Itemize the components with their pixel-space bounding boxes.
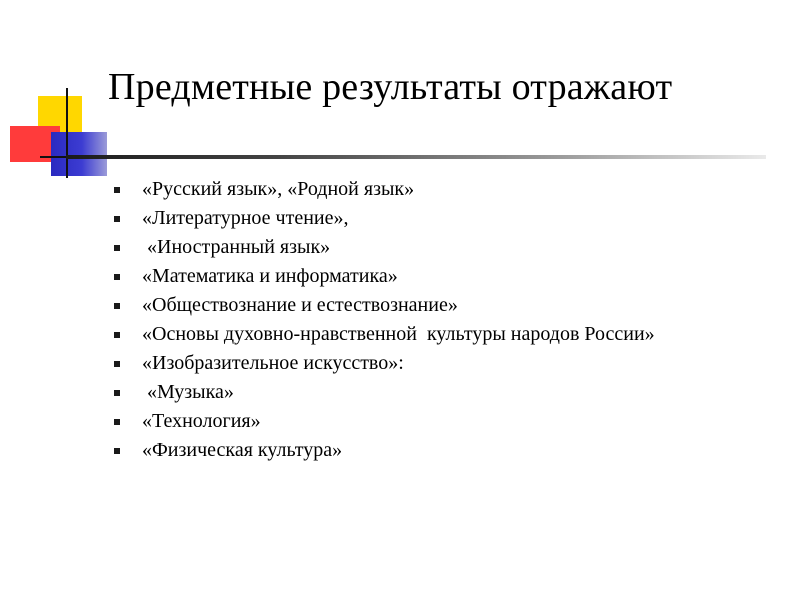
bullet-list xyxy=(110,178,750,468)
list-item xyxy=(110,294,750,317)
list-item xyxy=(110,410,750,433)
blue-square xyxy=(51,132,107,176)
list-item xyxy=(110,207,750,230)
list-item-text: «Русский язык», «Родной язык» xyxy=(142,178,415,200)
list-item-text: «Музыка» xyxy=(142,381,234,403)
decorative-blocks-logo xyxy=(0,0,120,200)
square-bullet-icon xyxy=(114,448,120,454)
square-bullet-icon xyxy=(114,187,120,193)
list-item xyxy=(110,236,750,259)
list-item-text: «Математика и информатика» xyxy=(142,265,398,287)
list-item-text: «Технология» xyxy=(142,410,261,432)
list-item xyxy=(110,352,750,375)
square-bullet-icon xyxy=(114,216,120,222)
square-bullet-icon xyxy=(114,332,120,338)
list-item-text: «Литературное чтение», xyxy=(142,207,349,229)
list-item xyxy=(110,323,750,346)
vertical-line xyxy=(66,88,68,178)
square-bullet-icon xyxy=(114,419,120,425)
title-divider xyxy=(66,155,766,159)
square-bullet-icon xyxy=(114,245,120,251)
list-item-text: «Основы духовно-нравственной культуры народов России» xyxy=(142,323,655,345)
list-item-text: «Физическая культура» xyxy=(142,439,343,461)
square-bullet-icon xyxy=(114,303,120,309)
list-item xyxy=(110,178,750,201)
list-item xyxy=(110,381,750,404)
slide-title: Предметные результаты отражают xyxy=(108,66,673,108)
square-bullet-icon xyxy=(114,390,120,396)
list-item-text: «Иностранный язык» xyxy=(142,236,331,258)
list-item-text: «Обществознание и естествознание» xyxy=(142,294,458,316)
list-item xyxy=(110,439,750,462)
list-item xyxy=(110,265,750,288)
square-bullet-icon xyxy=(114,361,120,367)
list-item-text: «Изобразительное искусство»: xyxy=(142,352,404,374)
square-bullet-icon xyxy=(114,274,120,280)
